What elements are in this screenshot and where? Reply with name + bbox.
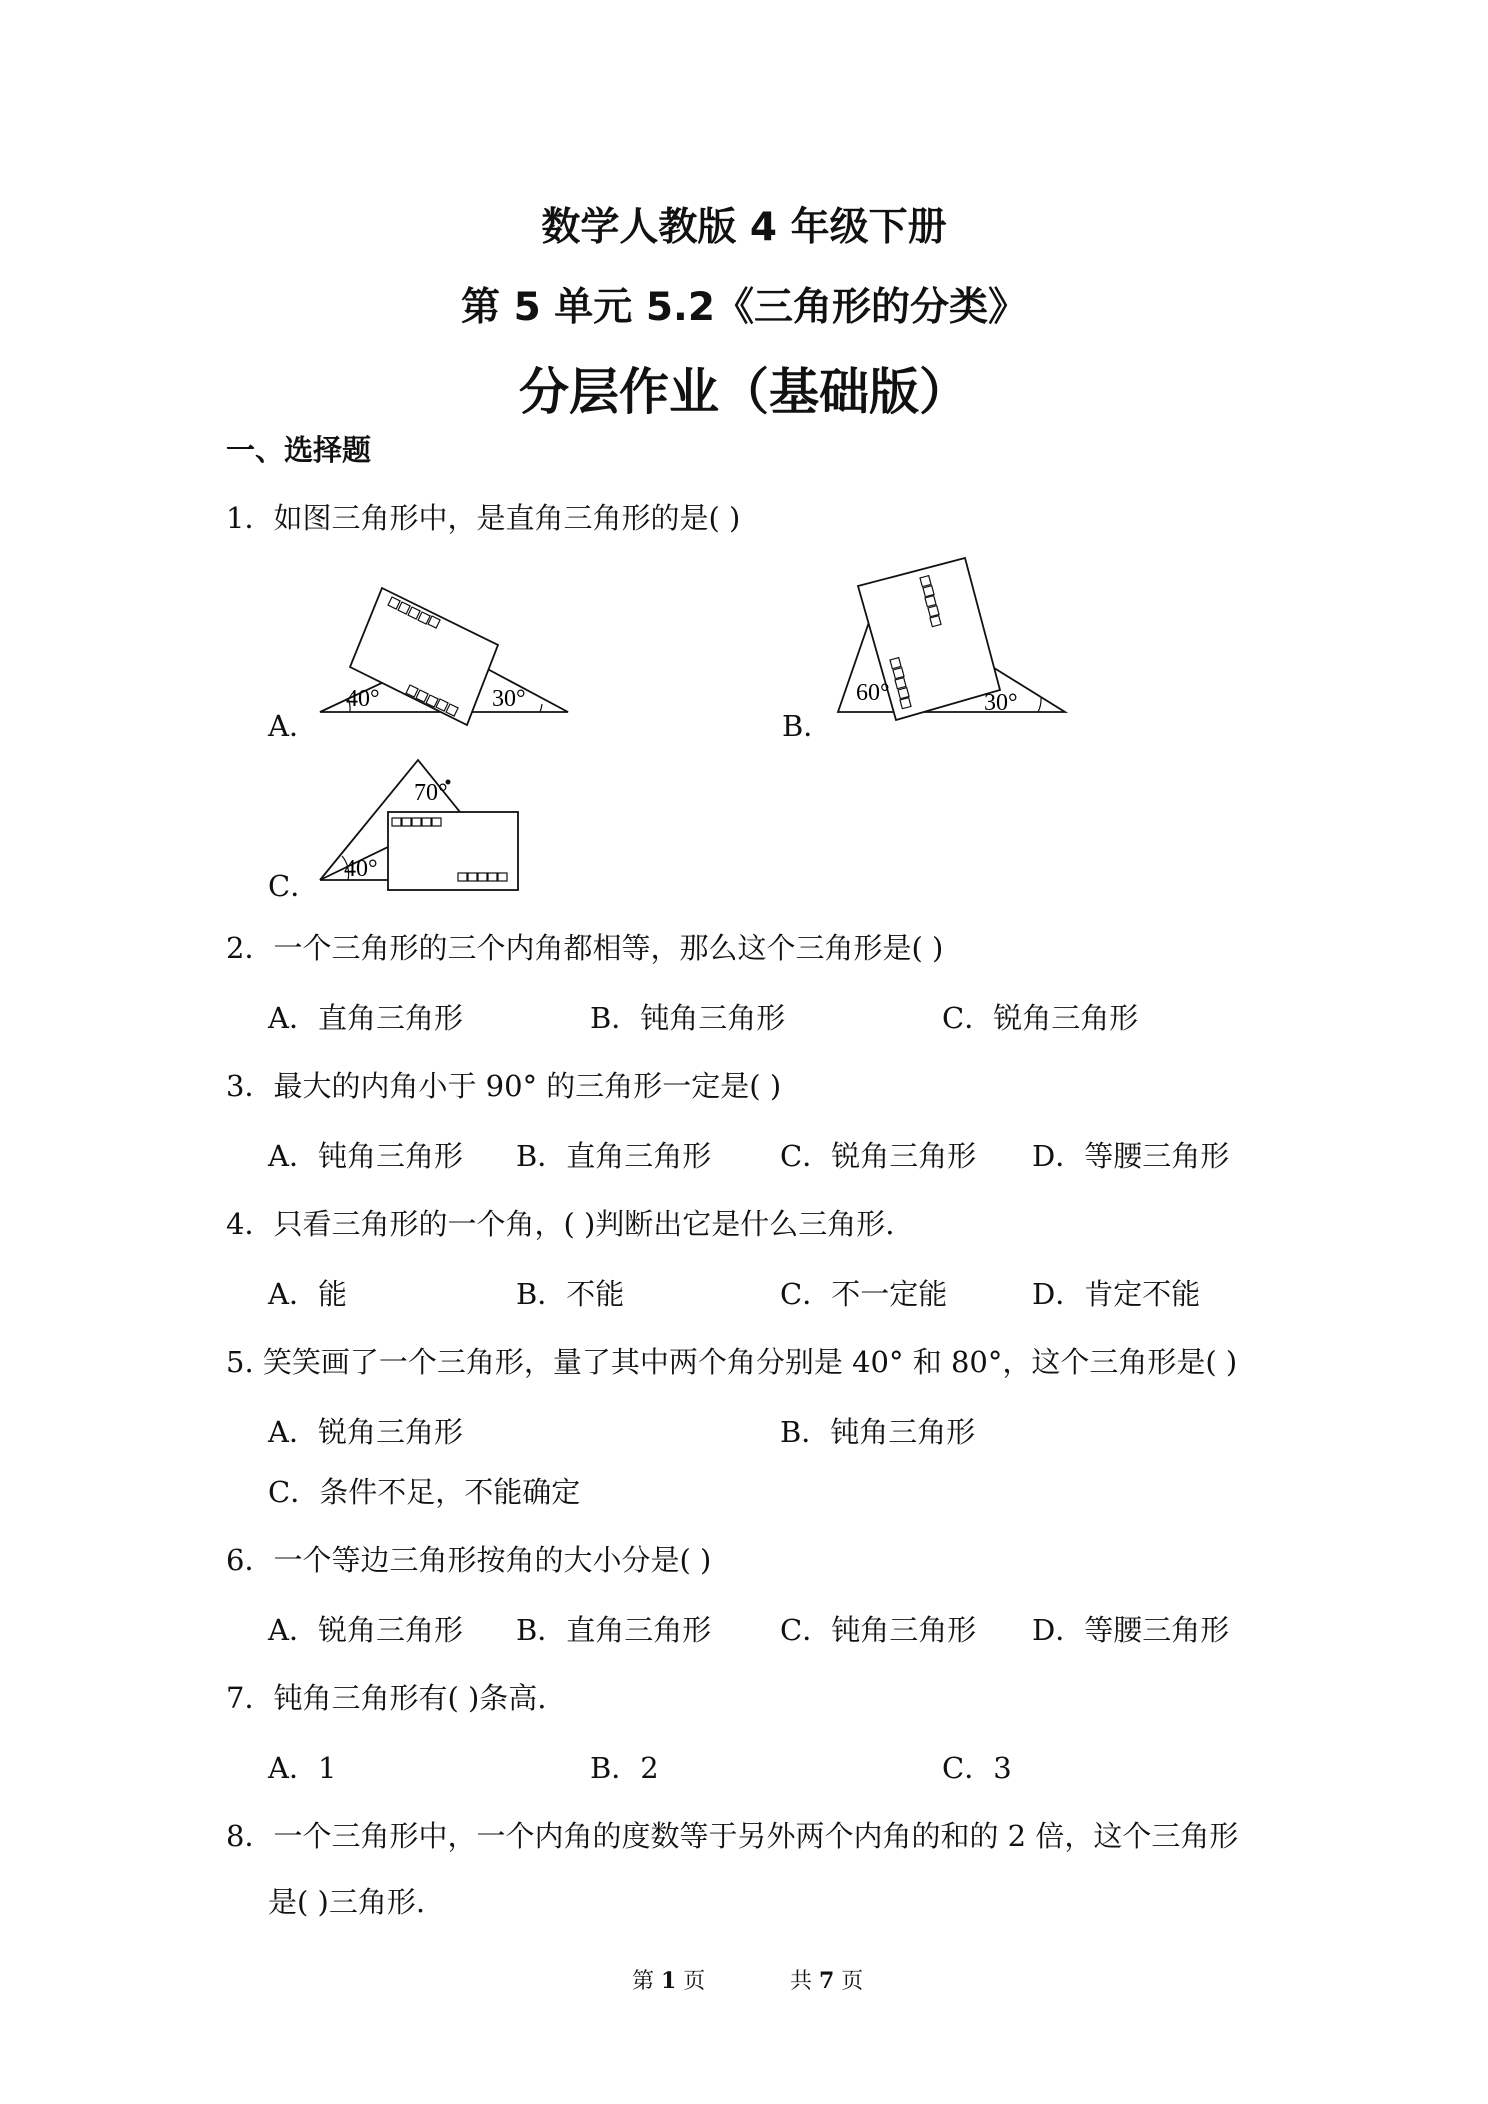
question-1-stem: 1．如图三角形中，是直角三角形的是( ) (226, 501, 741, 535)
q1a-angle-right-label: 30° (492, 686, 526, 712)
q7-option-b: B．2 (590, 1751, 659, 1785)
q3-option-c: C．锐角三角形 (780, 1139, 977, 1173)
q1-figure-b (820, 550, 1070, 730)
doc-title-line2: 第 5 单元 5.2《三角形的分类》 (461, 285, 1027, 330)
question-8-stem: 8．一个三角形中，一个内角的度数等于另外两个内角的和的 2 倍，这个三角形 (226, 1819, 1239, 1853)
q6-option-a: A．锐角三角形 (268, 1613, 463, 1647)
q1-option-b-label: B． (782, 709, 833, 743)
q1-option-c-label: C． (268, 869, 320, 903)
q1-figure-a (310, 580, 580, 730)
question-8-stem-continued: 是( )三角形. (268, 1885, 426, 1919)
q7-option-c: C．3 (942, 1751, 1012, 1785)
question-2-stem: 2．一个三角形的三个内角都相等，那么这个三角形是( ) (226, 931, 944, 965)
question-4-stem: 4．只看三角形的一个角，( )判断出它是什么三角形. (226, 1207, 895, 1241)
question-7-stem: 7．钝角三角形有( )条高. (226, 1681, 547, 1715)
q6-option-c: C．钝角三角形 (780, 1613, 977, 1647)
question-5-stem: 5. 笑笑画了一个三角形，量了其中两个角分别是 40° 和 80°，这个三角形是( ) (226, 1345, 1238, 1379)
q1b-angle-right-label: 30° (984, 690, 1018, 716)
q1-figure-c (310, 752, 530, 892)
doc-title-line3: 分层作业（基础版） (519, 363, 969, 421)
q2-option-c: C．锐角三角形 (942, 1001, 1139, 1035)
q3-option-b: B．直角三角形 (516, 1139, 712, 1173)
q6-option-d: D．等腰三角形 (1032, 1613, 1230, 1647)
q4-option-d: D．肯定不能 (1032, 1277, 1201, 1311)
q1c-angle-left-label: 40° (344, 856, 378, 882)
section-title: 一、选择题 (226, 433, 372, 467)
q1b-angle-left-label: 60° (856, 680, 890, 706)
q1c-angle-top-label: 70° (414, 780, 448, 806)
q1-option-a-label: A． (268, 709, 318, 743)
q2-option-b: B．钝角三角形 (590, 1001, 786, 1035)
q4-option-a: A．能 (268, 1277, 347, 1311)
q4-option-c: C．不一定能 (780, 1277, 948, 1311)
q7-option-a: A．1 (268, 1751, 337, 1785)
doc-title-line1: 数学人教版 4 年级下册 (541, 205, 947, 250)
q2-option-a: A．直角三角形 (268, 1001, 463, 1035)
q3-option-a: A．钝角三角形 (268, 1139, 463, 1173)
q5-option-c: C．条件不足，不能确定 (268, 1475, 581, 1509)
q6-option-b: B．直角三角形 (516, 1613, 712, 1647)
q3-option-d: D．等腰三角形 (1032, 1139, 1230, 1173)
q4-option-b: B．不能 (516, 1277, 625, 1311)
footer-page-number: 第 1 页 (632, 1968, 706, 1994)
q5-option-b: B．钝角三角形 (780, 1415, 976, 1449)
q5-option-a: A．锐角三角形 (268, 1415, 463, 1449)
footer-total-pages: 共 7 页 (790, 1968, 864, 1994)
question-6-stem: 6．一个等边三角形按角的大小分是( ) (226, 1543, 712, 1577)
q1a-angle-left-label: 40° (346, 686, 380, 712)
question-3-stem: 3．最大的内角小于 90° 的三角形一定是( ) (226, 1069, 782, 1103)
